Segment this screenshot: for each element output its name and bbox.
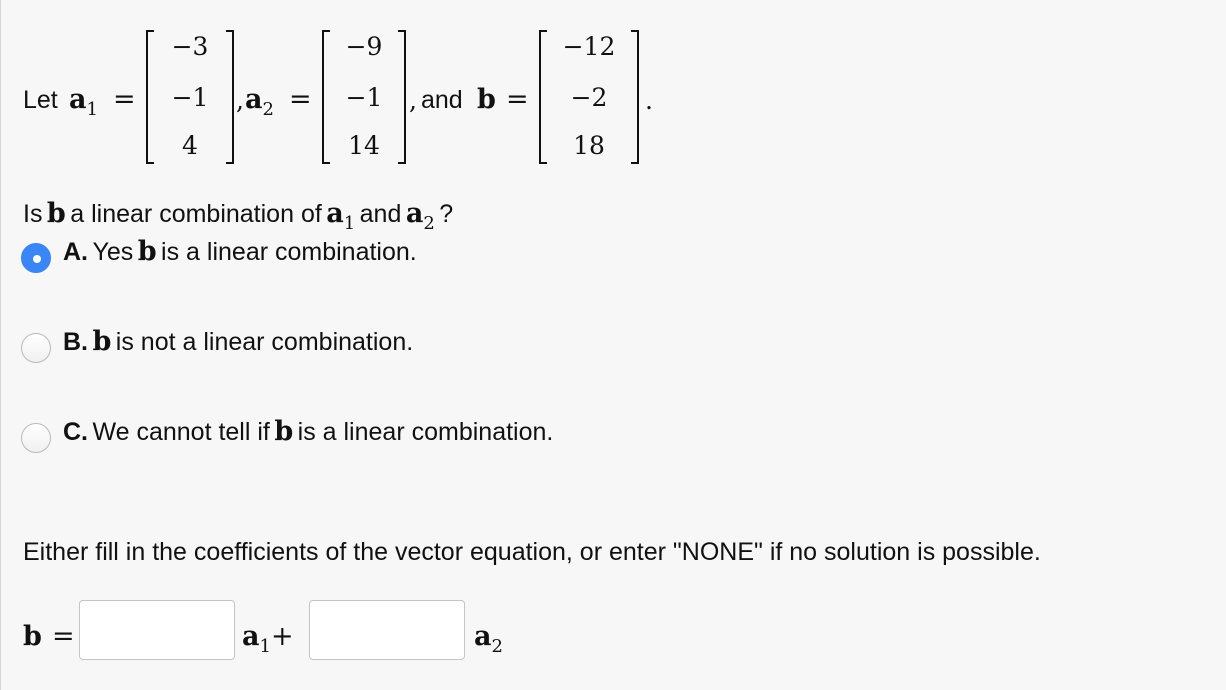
vector-a2-entry-3: 14 bbox=[348, 131, 380, 160]
option-b-label[interactable]: B. b is not a linear combination. bbox=[63, 326, 414, 357]
equation-a2-term: a2 bbox=[474, 621, 503, 657]
right-bracket bbox=[398, 30, 406, 164]
right-bracket bbox=[226, 30, 234, 164]
vector-b-entry-1: −12 bbox=[562, 32, 616, 61]
coefficient-1-input[interactable] bbox=[79, 600, 235, 660]
period: . bbox=[645, 86, 653, 115]
left-bracket bbox=[539, 30, 547, 164]
left-bracket bbox=[322, 30, 330, 164]
vector-b-entry-2: −2 bbox=[570, 83, 608, 112]
vector-b bbox=[539, 30, 639, 164]
vector-a2-entry-2: −1 bbox=[345, 83, 383, 112]
a2-label: a2 bbox=[245, 84, 274, 120]
comma-1: , bbox=[236, 86, 244, 115]
right-bracket bbox=[631, 30, 639, 164]
equals-sign-b: = bbox=[506, 84, 529, 115]
equation-a1-term: a1+ bbox=[242, 621, 294, 657]
equation-equals: = bbox=[52, 621, 75, 652]
vector-a2 bbox=[322, 30, 406, 164]
option-c-radio[interactable] bbox=[21, 423, 51, 453]
option-b-radio[interactable] bbox=[21, 333, 51, 363]
option-a-radio[interactable] bbox=[21, 243, 51, 273]
vector-a1-entry-2: −1 bbox=[171, 83, 209, 112]
a1-label: a1 bbox=[69, 84, 98, 120]
option-c-label[interactable]: C. We cannot tell if b is a linear combination. bbox=[63, 416, 554, 447]
let-label: Let bbox=[23, 86, 58, 114]
vector-a1 bbox=[146, 30, 234, 164]
equals-sign-a2: = bbox=[289, 84, 312, 115]
equals-sign-a1: = bbox=[113, 84, 136, 115]
b-label: b bbox=[477, 84, 496, 115]
left-bracket bbox=[146, 30, 154, 164]
vector-a1-entry-1: −3 bbox=[171, 32, 209, 61]
instruction-text: Either fill in the coefficients of the vector equation, or enter "NONE" if no solution is possible. bbox=[23, 538, 1041, 566]
vector-b-entry-3: 18 bbox=[573, 131, 605, 160]
vector-a1-entry-3: 4 bbox=[182, 131, 198, 160]
and-label: and bbox=[421, 86, 463, 114]
coefficient-2-input[interactable] bbox=[309, 600, 465, 660]
option-a-label[interactable]: A. Yes b is a linear combination. bbox=[63, 236, 417, 267]
radio-dot bbox=[33, 255, 41, 263]
question-text: Is b a linear combination of a1 and a2 ? bbox=[23, 198, 454, 234]
vector-a2-entry-1: −9 bbox=[345, 32, 383, 61]
comma-2: , bbox=[409, 86, 417, 115]
equation-b-label: b bbox=[23, 621, 42, 652]
